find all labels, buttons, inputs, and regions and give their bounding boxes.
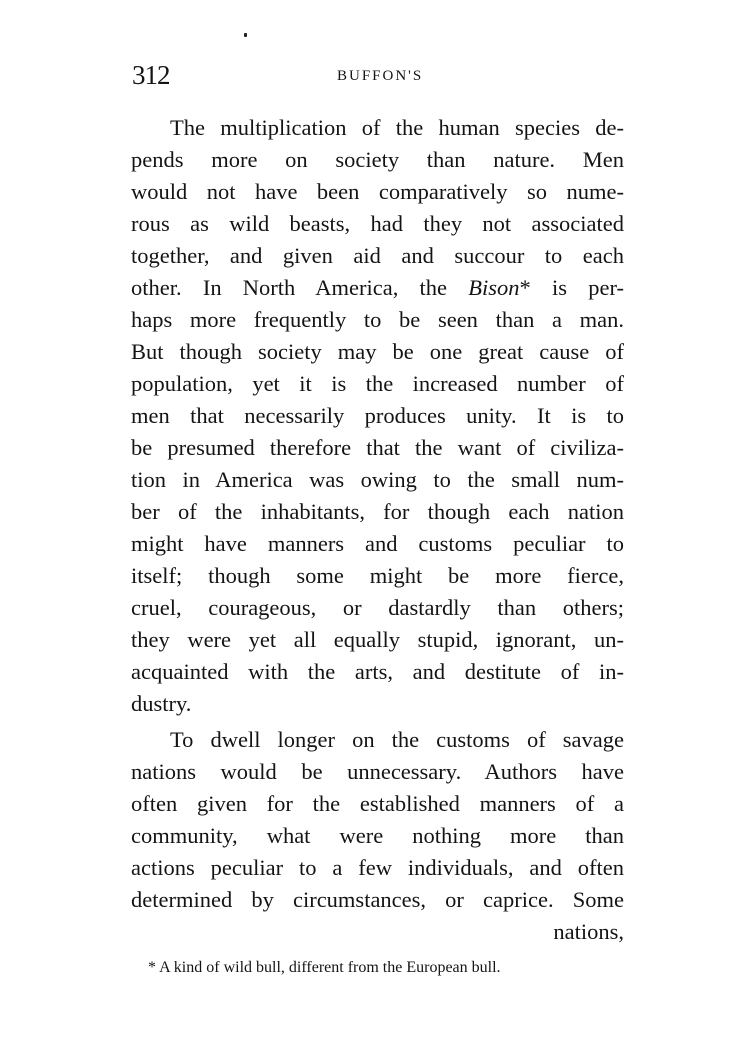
body-line-1: The multiplication of the human species de- [170,115,624,140]
body-line-11: be presumed therefore that the want of civiliza- [131,435,624,460]
body-line-23: community, what were nothing more than [131,823,624,848]
body-line-15: itself; though some might be more fierce, [131,563,624,588]
body-line-6 [131,272,624,304]
body-line-22: often given for the established manners of a [131,791,624,816]
body-line-18: acquainted with the arts, and destitute of in- [131,659,624,684]
body-line-17: they were yet all equally stupid, ignorant, un- [131,627,624,652]
body-line-6-footnote-ref: * is per- [519,275,624,300]
running-head: BUFFON'S [337,68,424,84]
body-line-16: cruel, courageous, or dastardly than others; [131,595,624,620]
catchword: nations, [553,919,624,944]
body-line-6-text: other. In North America, the [131,275,469,300]
body-line-4: rous as wild beasts, had they not associated [131,211,624,236]
body-line-7: haps more frequently to be seen than a man. [131,307,624,332]
body-line-21: nations would be unnecessary. Authors have [131,759,624,784]
body-line-9: population, yet it is the increased number of [131,371,624,396]
body-line-8: But though society may be one great cause of [131,339,624,364]
body-line-24: actions peculiar to a few individuals, and often [131,855,624,880]
ink-speck [244,33,247,37]
footnote: * A kind of wild bull, different from the European bull. [148,959,501,976]
body-line-2: pends more on society than nature. Men [131,147,624,172]
body-line-25: determined by circumstances, or caprice. Some [131,887,624,912]
body-line-20: To dwell longer on the customs of savage [170,727,624,752]
body-line-10: men that necessarily produces unity. It is to [131,403,624,428]
body-line-14: might have manners and customs peculiar to [131,531,624,556]
body-line-12: tion in America was owing to the small num- [131,467,624,492]
body-line-3: would not have been comparatively so nume- [131,179,624,204]
bison-italic: Bison [468,275,520,300]
body-line-19: dustry. [131,691,192,716]
body-line-5: together, and given aid and succour to each [131,243,624,268]
page-number: 312 [132,60,170,90]
body-line-13: ber of the inhabitants, for though each nation [131,499,624,524]
